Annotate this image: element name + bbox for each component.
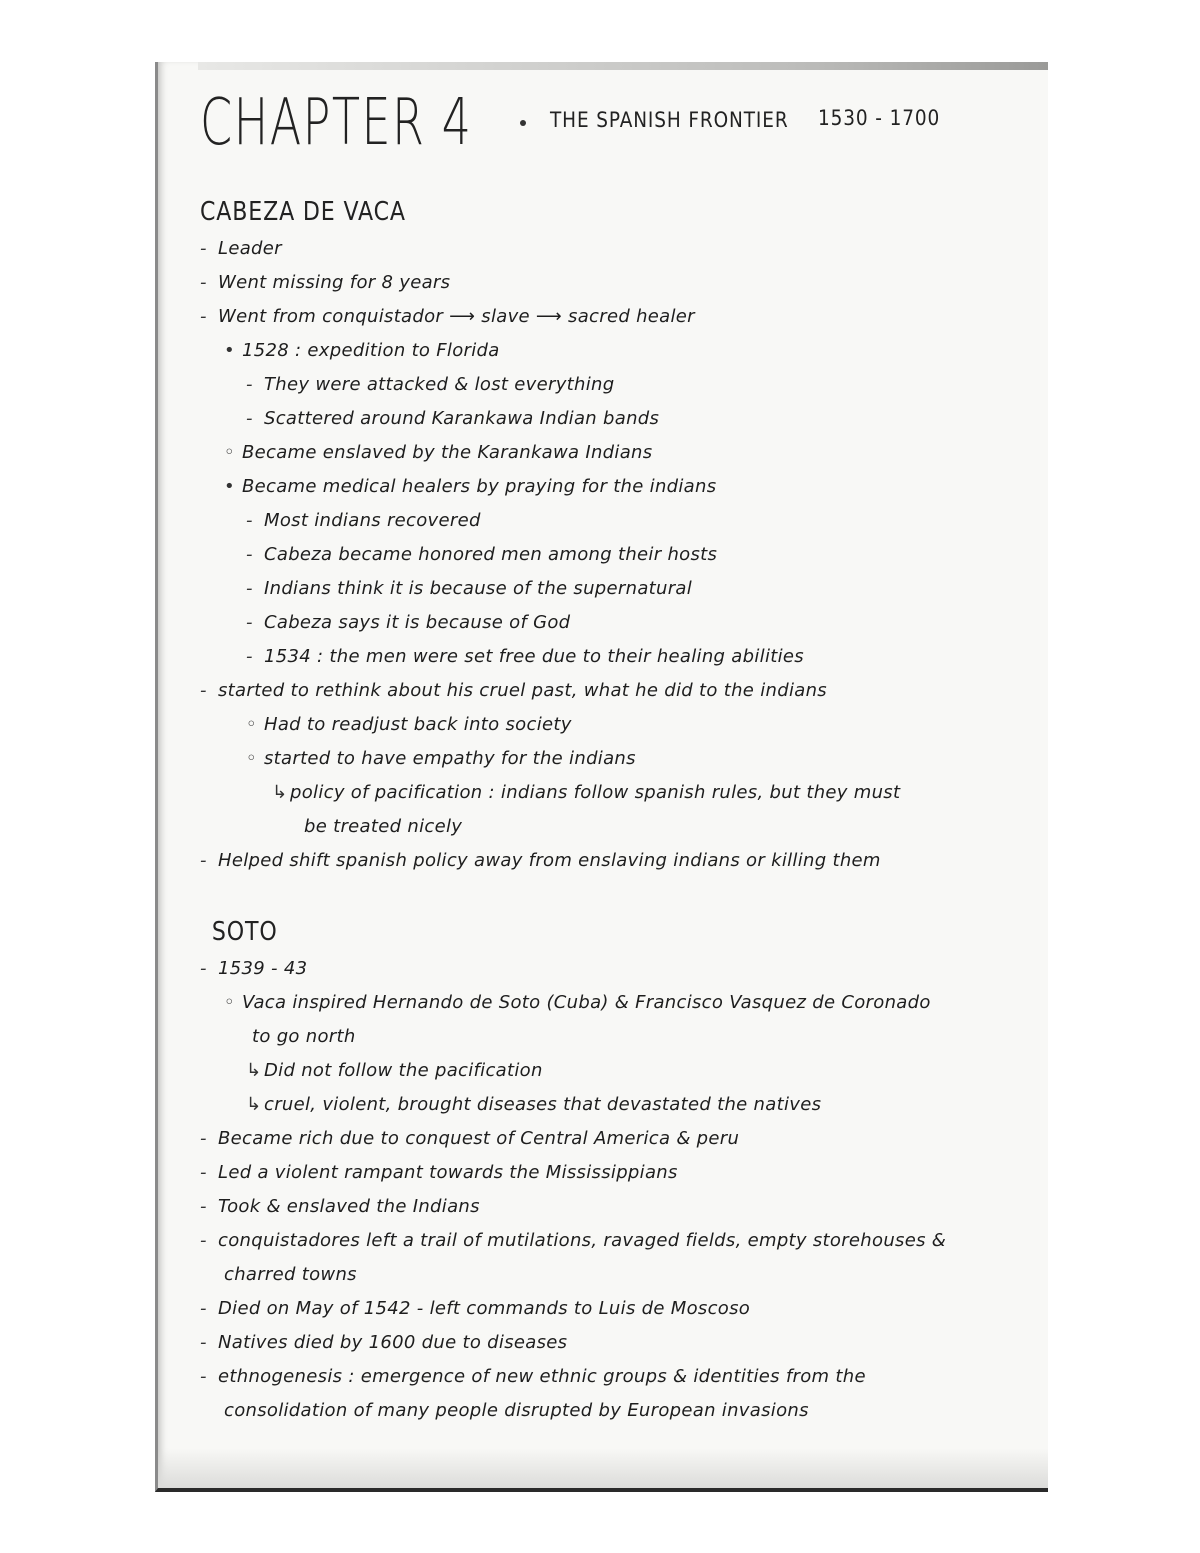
- page-bottom-edge: [158, 1448, 1048, 1488]
- note-line: [200, 368, 1040, 402]
- note-line: [200, 402, 1040, 436]
- note-line: [200, 1360, 1040, 1394]
- note-line: [200, 1122, 1040, 1156]
- note-line: [200, 470, 1040, 504]
- note-text: started to have empathy for the indians: [264, 748, 636, 769]
- arrow-marker: ↳: [246, 1060, 262, 1081]
- note-line: [200, 1054, 1040, 1088]
- arrow-marker: ↳: [246, 1094, 262, 1115]
- notebook-page: [155, 62, 1048, 1492]
- dash-marker: -: [200, 272, 207, 293]
- note-text: Did not follow the pacification: [264, 1060, 543, 1081]
- note-line: [200, 952, 1040, 986]
- dash-marker: -: [200, 680, 207, 701]
- dash-marker: -: [246, 510, 253, 531]
- note-text: Died on May of 1542 - left commands to Luis de Moscoso: [218, 1298, 751, 1319]
- note-text: Led a violent rampant towards the Mississippians: [218, 1162, 678, 1183]
- note-line: [200, 810, 1040, 844]
- note-text: be treated nicely: [304, 816, 463, 837]
- note-text: Became rich due to conquest of Central America & peru: [218, 1128, 740, 1149]
- note-text: charred towns: [224, 1264, 357, 1285]
- dash-marker: -: [200, 1162, 207, 1183]
- note-text: to go north: [252, 1026, 356, 1047]
- note-line: [200, 708, 1040, 742]
- note-text: policy of pacification : indians follow spanish rules, but they must: [290, 782, 901, 803]
- note-line: [200, 1088, 1040, 1122]
- note-text: ethnogenesis : emergence of new ethnic groups & identities from the: [218, 1366, 866, 1387]
- note-text: 1528 : expedition to Florida: [242, 340, 500, 361]
- circle-bullet-marker: ◦: [224, 442, 235, 463]
- note-line: [200, 1224, 1040, 1258]
- note-line: [200, 436, 1040, 470]
- circle-bullet-marker: ◦: [246, 714, 257, 735]
- note-text: Took & enslaved the Indians: [218, 1196, 480, 1217]
- note-line: [200, 504, 1040, 538]
- section-heading: SOTO: [211, 917, 278, 947]
- bullet-marker: •: [224, 340, 235, 361]
- note-line: [200, 986, 1040, 1020]
- note-line: [200, 1394, 1040, 1428]
- note-line: [200, 606, 1040, 640]
- note-text: Cabeza says it is because of God: [264, 612, 571, 633]
- note-text: Went missing for 8 years: [218, 272, 451, 293]
- chapter-header: [200, 78, 1040, 188]
- note-line: [200, 776, 1040, 810]
- note-text: 1534 : the men were set free due to their healing abilities: [264, 646, 804, 667]
- dash-marker: -: [200, 1332, 207, 1353]
- dash-marker: -: [200, 238, 207, 259]
- note-text: Natives died by 1600 due to diseases: [218, 1332, 568, 1353]
- chapter-subtitle: THE SPANISH FRONTIER: [550, 108, 789, 132]
- dash-marker: -: [246, 612, 253, 633]
- note-text: Became medical healers by praying for the indians: [242, 476, 717, 497]
- dash-marker: -: [246, 408, 253, 429]
- note-text: Became enslaved by the Karankawa Indians: [242, 442, 653, 463]
- page-top-edge: [198, 62, 1048, 70]
- note-text: Vaca inspired Hernando de Soto (Cuba) & Francisco Vasquez de Coronado: [242, 992, 931, 1013]
- note-line: [200, 300, 1040, 334]
- note-line: [200, 1020, 1040, 1054]
- section-heading: CABEZA DE VACA: [200, 197, 406, 227]
- circle-bullet-marker: ◦: [246, 748, 257, 769]
- note-text: 1539 - 43: [218, 958, 308, 979]
- note-line: [200, 640, 1040, 674]
- section-cabeza-de-vaca: [200, 192, 1040, 878]
- note-line: [200, 1326, 1040, 1360]
- header-separator-dot: [520, 120, 526, 126]
- note-line: [200, 1156, 1040, 1190]
- note-text: consolidation of many people disrupted by European invasions: [224, 1400, 809, 1421]
- note-line: [200, 674, 1040, 708]
- dash-marker: -: [200, 1128, 207, 1149]
- note-text: Leader: [218, 238, 282, 259]
- circle-bullet-marker: ◦: [224, 992, 235, 1013]
- note-line: [200, 742, 1040, 776]
- note-line: [200, 334, 1040, 368]
- note-text: Cabeza became honored men among their hosts: [264, 544, 718, 565]
- dash-marker: -: [246, 374, 253, 395]
- chapter-title: CHAPTER 4: [200, 86, 473, 160]
- note-text: Scattered around Karankawa Indian bands: [264, 408, 660, 429]
- note-text: Indians think it is because of the supernatural: [264, 578, 693, 599]
- note-line: [200, 266, 1040, 300]
- dash-marker: -: [246, 544, 253, 565]
- chapter-years: 1530 - 1700: [818, 106, 941, 130]
- dash-marker: -: [200, 1196, 207, 1217]
- dash-marker: -: [246, 646, 253, 667]
- note-line: [200, 844, 1040, 878]
- dash-marker: -: [200, 1230, 207, 1251]
- note-line: [200, 538, 1040, 572]
- note-line: [200, 1292, 1040, 1326]
- dash-marker: -: [200, 850, 207, 871]
- note-text: started to rethink about his cruel past, what he did to the indians: [218, 680, 827, 701]
- dash-marker: -: [200, 958, 207, 979]
- note-line: [200, 1190, 1040, 1224]
- bullet-marker: •: [224, 476, 235, 497]
- note-text: conquistadores left a trail of mutilations, ravaged fields, empty storehouses &: [218, 1230, 947, 1251]
- note-line: [200, 1258, 1040, 1292]
- note-text: They were attacked & lost everything: [264, 374, 615, 395]
- note-text: Most indians recovered: [264, 510, 481, 531]
- dash-marker: -: [200, 306, 207, 327]
- dash-marker: -: [200, 1366, 207, 1387]
- section-soto: [200, 912, 1040, 1428]
- note-line: [200, 572, 1040, 606]
- dash-marker: -: [200, 1298, 207, 1319]
- note-text: Had to readjust back into society: [264, 714, 572, 735]
- arrow-marker: ↳: [272, 782, 288, 803]
- note-text: Went from conquistador ⟶ slave ⟶ sacred healer: [218, 306, 695, 327]
- note-text: cruel, violent, brought diseases that devastated the natives: [264, 1094, 822, 1115]
- note-line: [200, 232, 1040, 266]
- note-text: Helped shift spanish policy away from enslaving indians or killing them: [218, 850, 881, 871]
- dash-marker: -: [246, 578, 253, 599]
